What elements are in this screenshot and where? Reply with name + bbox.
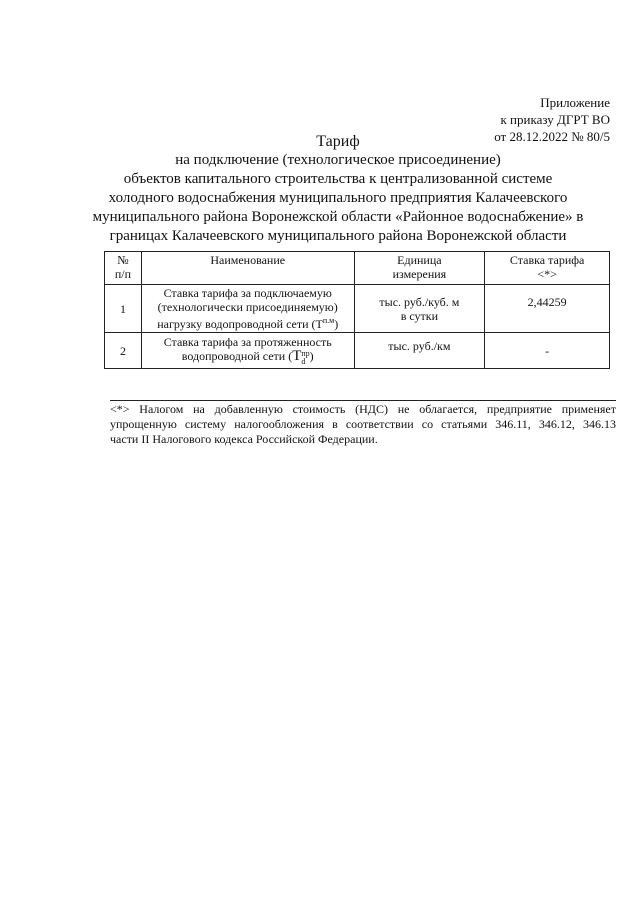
table-row: [105, 285, 610, 333]
footnote-line: части II Налогового кодекса Российской Федерации.: [110, 432, 378, 446]
title-line: объектов капитального строительства к централизованной системе: [123, 171, 553, 187]
title-line: на подключение (технологическое присоединение): [175, 152, 501, 168]
appendix-order-ref: к приказу ДГРТ ВО: [500, 112, 610, 127]
title-heading: Тариф: [316, 133, 360, 150]
table-header-row: [105, 252, 610, 285]
row-unit: тыс. руб./куб. м в сутки: [354, 285, 485, 333]
header-rate: Ставка тарифа <*>: [485, 252, 610, 285]
appendix-title: Приложение: [540, 95, 610, 110]
header-unit: Единица измерения: [354, 252, 485, 285]
title-line: холодного водоснабжения муниципального предприятия Калачеевского: [108, 190, 568, 206]
title-line: муниципального района Воронежской области «Районное водоснабжение» в: [92, 209, 584, 225]
title-line: границах Калачеевского муниципального района Воронежской области: [109, 228, 567, 244]
row-num: 1: [105, 285, 142, 333]
row-name: Ставка тарифа за подключаемую (технологически присоединяемую) нагрузку водопроводной сети $(Т^{п.м})$: [141, 285, 354, 333]
header-num: № п/п: [105, 252, 142, 285]
row-rate: -: [485, 333, 610, 369]
row-unit: тыс. руб./км: [354, 333, 485, 369]
table-row: [105, 333, 610, 369]
appendix-order-date: от 28.12.2022 № 80/5: [494, 129, 610, 144]
row-num: 2: [105, 333, 142, 369]
footnote-line: упрощенную систему налогообложения в соответствии со статьями 346.11, 346.12, 346.13: [110, 417, 616, 431]
footnote-line: <*> Налогом на добавленную стоимость (НДС) не облагается, предприятие применяет: [110, 402, 616, 416]
tariff-table: [104, 251, 610, 369]
header-name: Наименование: [141, 252, 354, 285]
row-rate: 2,44259: [485, 285, 610, 333]
row-name: Ставка тарифа за протяженность водопроводной сети (T пр d ): [141, 333, 354, 369]
document-title: [60, 132, 616, 246]
footnote: [110, 400, 616, 447]
